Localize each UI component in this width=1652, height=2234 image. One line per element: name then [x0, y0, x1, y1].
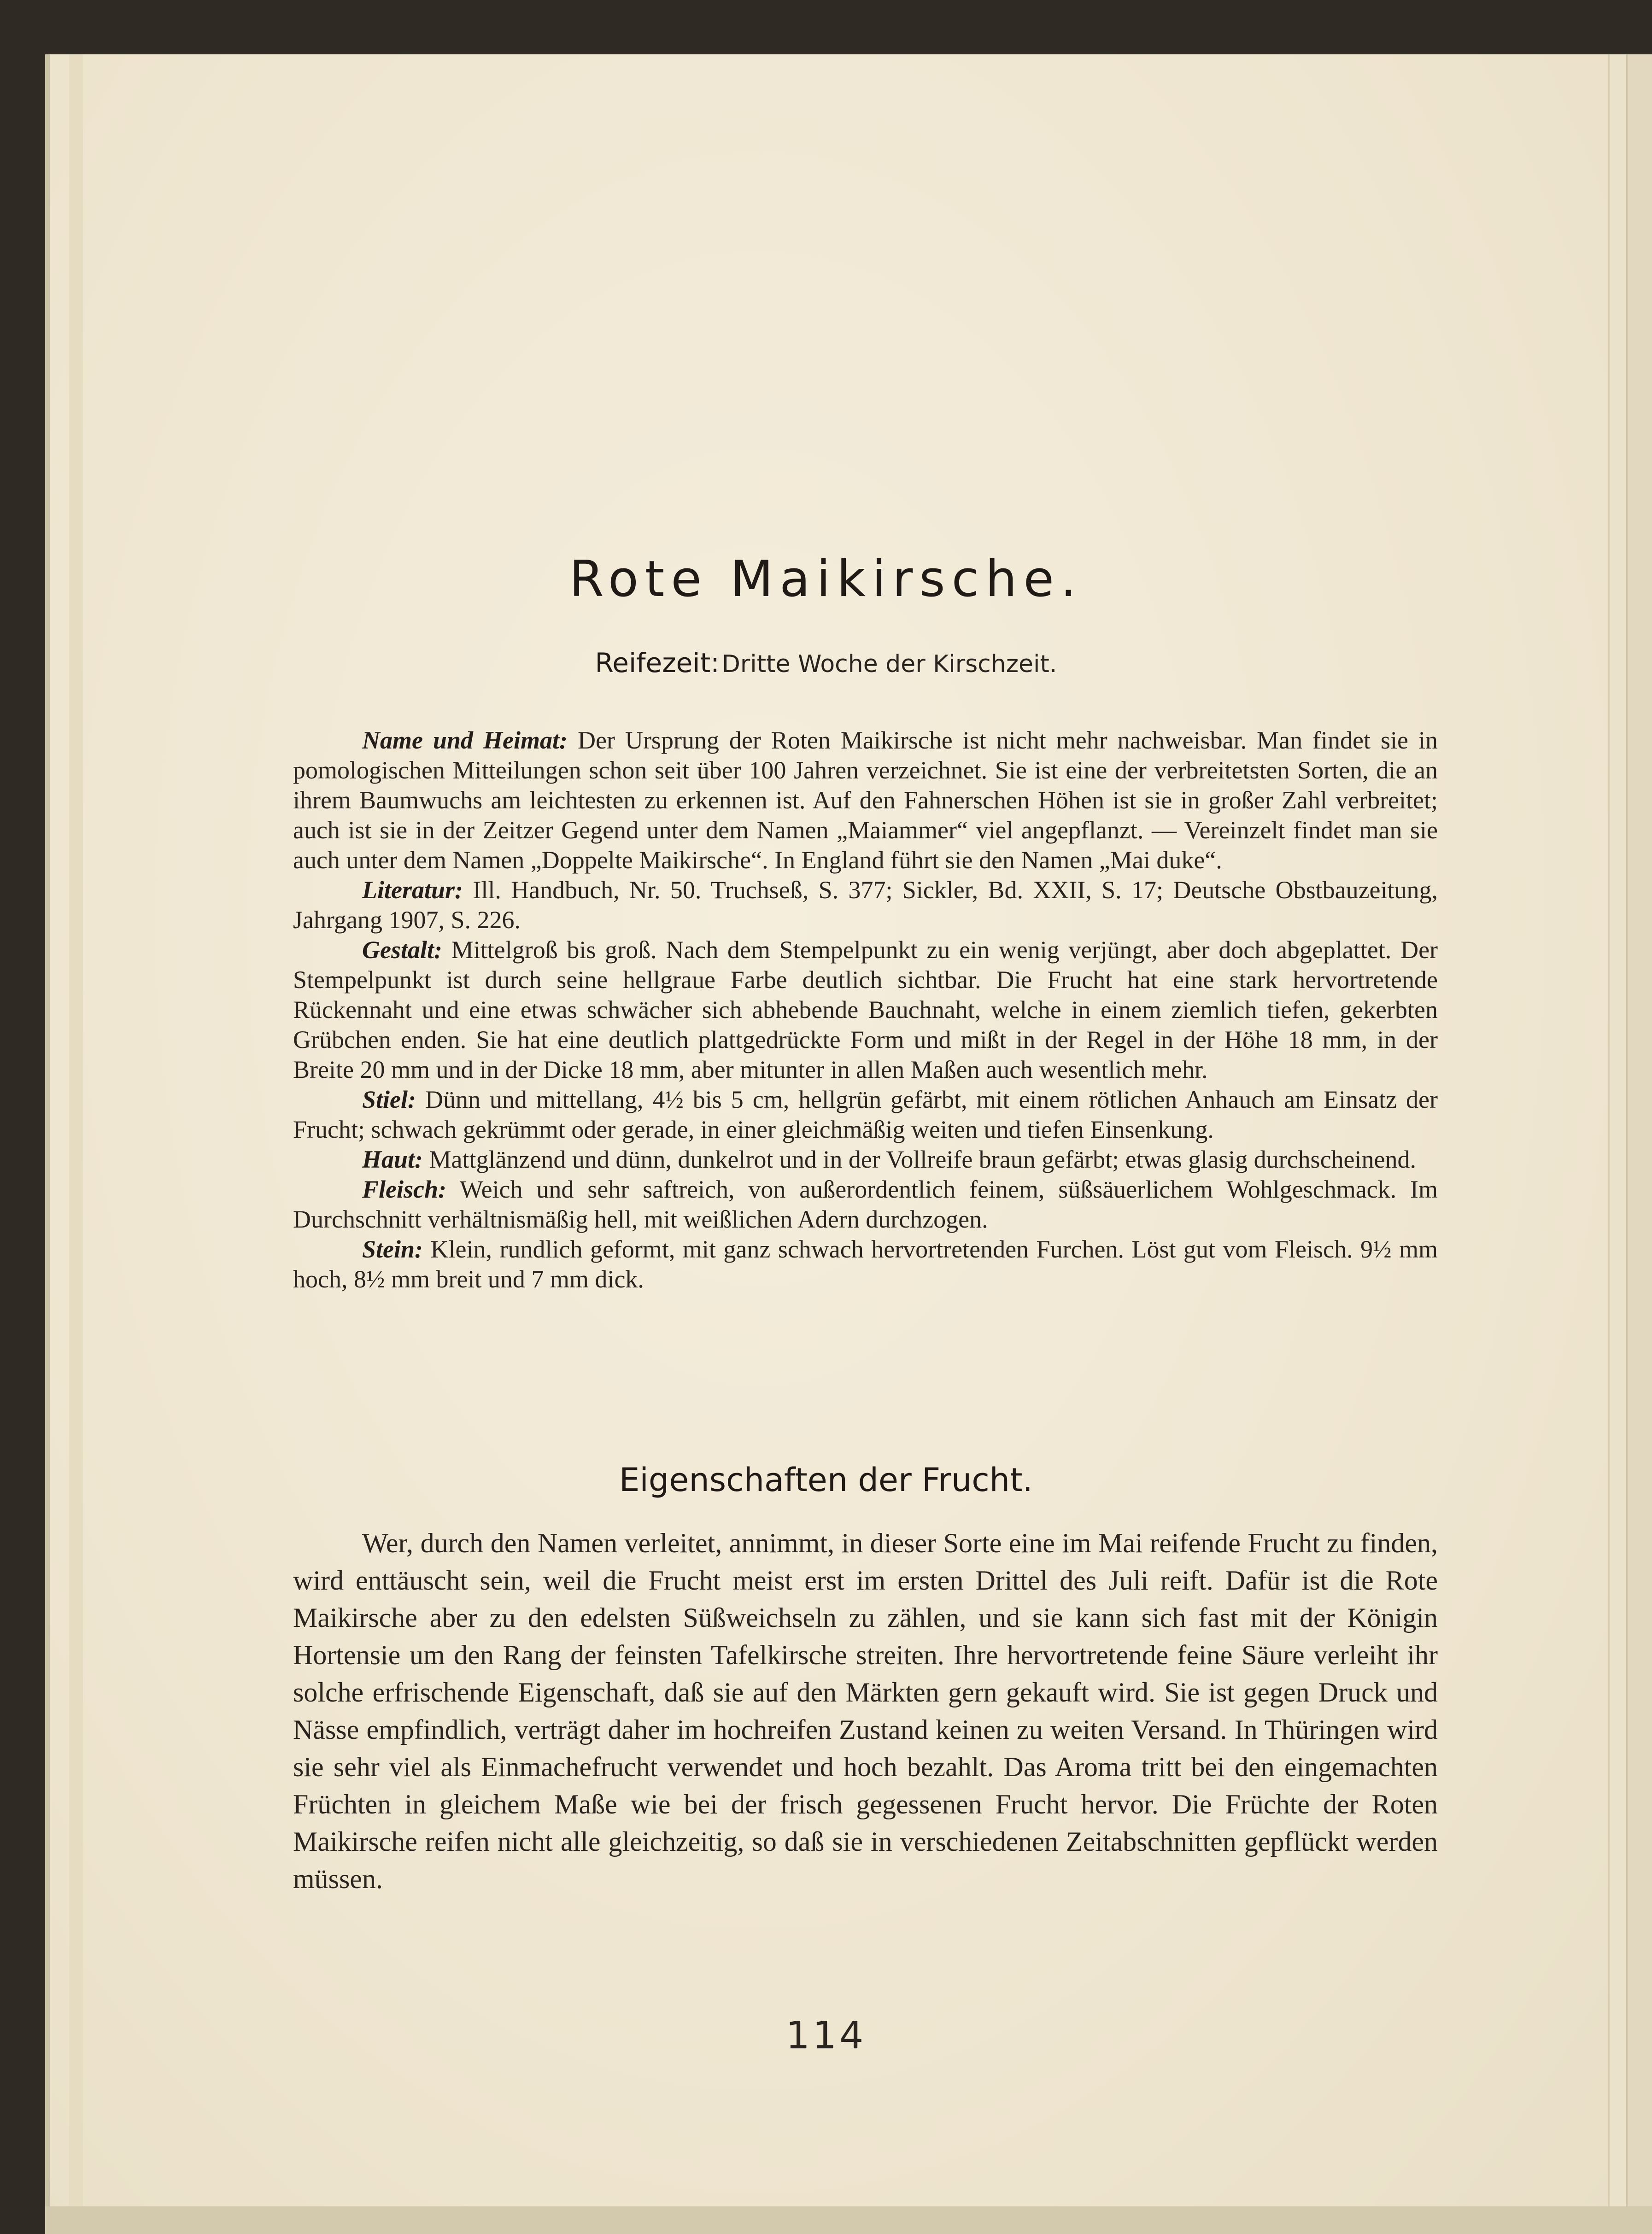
section-label: Haut:	[362, 1146, 423, 1173]
section-text: Klein, rundlich geformt, mit ganz schwach hervortretenden Furchen. Löst gut vom Fleisch. 9½ mm hoch, 8½ mm breit und 7 mm dick.	[293, 1235, 1438, 1293]
section-text: Dünn und mittellang, 4½ bis 5 cm, hellgrün gefärbt, mit einem rötlichen Anhauch am Einsatz der Frucht; schwach gekrümmt oder gerade, in einer gleichmäßig weiten und tiefen Einsenkung.	[293, 1086, 1438, 1143]
page-number: 114	[785, 2014, 867, 2058]
section-label: Fleisch:	[362, 1175, 446, 1203]
section-label: Literatur:	[362, 876, 463, 904]
ripening-value: Dritte Woche der Kirschzeit.	[721, 650, 1057, 678]
bottom-edge	[45, 2206, 1652, 2234]
section-fleisch	[293, 1175, 1438, 1234]
section-name-heimat	[293, 725, 1438, 875]
section-gestalt	[293, 935, 1438, 1085]
section-label: Name und Heimat:	[362, 726, 568, 754]
section-haut	[293, 1145, 1438, 1175]
section-literatur	[293, 875, 1438, 935]
page-stack-edge-outer	[1626, 54, 1652, 2210]
section-text: Der Ursprung der Roten Maikirsche ist nicht mehr nachweisbar. Man findet sie in pomologischen Mitteilungen schon seit über 100 Jahren verzeichnet. Sie ist eine der verbreitetsten Sorten, die an ihrem Baumwuchs am leichtesten zu erkennen ist. Auf den Fahnerschen Höhen ist sie in großer Zahl verbreitet; auch ist sie in der Zeitzer Gegend unter dem Namen „Maiammer“ viel angepflanzt. — Vereinzelt findet man sie auch unter dem Namen „Doppelte Maikirsche“. In England führt sie den Namen „Mai duke“.	[293, 726, 1438, 874]
description-block	[293, 725, 1438, 1294]
section-text: Mattglänzend und dünn, dunkelrot und in der Vollreife braun gefärbt; etwas glasig durchscheinend.	[429, 1146, 1416, 1173]
section-label: Stein:	[362, 1235, 423, 1263]
section-text: Weich und sehr saftreich, von außerordentlich feinem, süßsäuerlichem Wohlgeschmack. Im Durchschnitt verhältnismäßig hell, mit weißlichen Adern durchzogen.	[293, 1175, 1438, 1233]
ripening-label: Reifezeit:	[595, 647, 720, 678]
section-stein	[293, 1234, 1438, 1294]
section-text: Mittelgroß bis groß. Nach dem Stempelpunkt zu ein wenig verjüngt, aber doch abgeplattet. Der Stempelpunkt ist durch seine hellgraue Farbe deutlich sichtbar. Die Frucht hat eine stark hervortretende Rückennaht und eine etwas schwächer sich abhebende Bauchnaht, welche in einem ziemlich tiefen, gekerbten Grübchen enden. Sie hat eine deutlich plattgedrückte Form und mißt in der Regel in der Höhe 18 mm, in der Breite 20 mm und in der Dicke 18 mm, aber mitunter in allen Maßen auch wesentlich mehr.	[293, 936, 1438, 1083]
ripening-line	[0, 647, 1652, 678]
page-gutter	[69, 54, 83, 2210]
section-text: Ill. Handbuch, Nr. 50. Truchseß, S. 377; Sickler, Bd. XXII, S. 17; Deutsche Obstbauzeitung, Jahrgang 1907, S. 226.	[293, 876, 1438, 934]
page-title: Rote Maikirsche.	[569, 550, 1083, 608]
section-label: Stiel:	[362, 1086, 416, 1113]
properties-heading: Eigenschaften der Frucht.	[619, 1461, 1033, 1499]
section-label: Gestalt:	[362, 936, 442, 964]
section-stiel	[293, 1085, 1438, 1145]
properties-paragraph: Wer, durch den Namen verleitet, annimmt, in dieser Sorte eine im Mai reifende Frucht zu finden, wird enttäuscht sein, weil die Frucht meist erst im ersten Drittel des Juli reift. Dafür ist die Rote Maikirsche aber zu den edelsten Süßweichseln zu zählen, und sie kann sich fast mit der Königin Hortensie um den Rang der feinsten Tafelkirsche streiten. Ihre hervortretende feine Säure verleiht ihr solche erfrischende Eigenschaft, daß sie auf den Märkten gern gekauft wird. Sie ist gegen Druck und Nässe empfindlich, verträgt daher im hochreifen Zustand keinen zu weiten Versand. In Thüringen wird sie sehr viel als Einmachefrucht verwendet und hoch bezahlt. Das Aroma tritt bei den eingemachten Früchten in gleichem Maße wie bei der frisch gegessenen Frucht hervor. Die Früchte der Roten Maikirsche reifen nicht alle gleichzeitig, so daß sie in verschiedenen Zeitabschnitten gepflückt werden müssen.	[293, 1528, 1438, 1894]
